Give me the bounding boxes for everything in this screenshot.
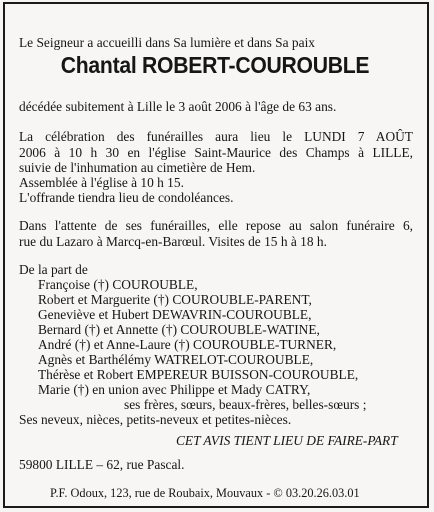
family-member: Robert et Marguerite (†) COUROUBLE-PARENT, <box>38 292 312 307</box>
nephews-line: Ses neveux, nièces, petits-neveux et petites-nièces. <box>19 412 292 427</box>
intro-line: Le Seigneur a accueilli dans Sa lumière et dans Sa paix <box>19 35 315 50</box>
family-member: Agnès et Barthélémy WATRELOT-COUROUBLE, <box>38 352 314 367</box>
family-member: Bernard (†) et Annette (†) COUROUBLE-WATINE, <box>38 322 320 337</box>
family-member: Geneviève et Hubert DEWAVRIN-COUROUBLE, <box>38 307 312 322</box>
family-member: Thérèse et Robert EMPEREUR BUISSON-COUROUBLE, <box>38 367 359 382</box>
funeral-line: La célébration des funérailles aura lieu le LUNDI 7 AOÛT <box>19 129 413 144</box>
family-member: André (†) et Anne-Laure (†) COUROUBLE-TURNER, <box>38 337 337 352</box>
siblings-line: ses frères, sœurs, beaux-frères, belles-sœurs ; <box>124 397 367 412</box>
repose-line: Dans l'attente de ses funérailles, elle repose au salon funéraire 6, <box>19 218 413 233</box>
family-intro: De la part de <box>19 262 88 277</box>
family-member: Marie (†) en union avec Philippe et Mady CATRY, <box>38 382 311 397</box>
family-member: Françoise (†) COUROUBLE, <box>38 277 198 292</box>
funeral-line: L'offrande tiendra lieu de condoléances. <box>19 190 234 205</box>
funeral-line: 2006 à 10 h 30 en l'église Saint-Maurice des Champs à LILLE, <box>19 145 413 160</box>
funeral-home-line: P.F. Odoux, 123, rue de Roubaix, Mouvaux - © 03.20.26.03.01 <box>50 486 360 500</box>
funeral-line: Assemblée à l'église à 10 h 15. <box>19 175 184 190</box>
funeral-line: suivie de l'inhumation au cimetière de Hem. <box>19 160 256 175</box>
death-line: décédée subitement à Lille le 3 août 2006 à l'âge de 63 ans. <box>19 99 337 114</box>
repose-line: rue du Lazaro à Marcq-en-Barœul. Visites de 15 h à 18 h. <box>19 234 327 249</box>
faire-part-notice: CET AVIS TIENT LIEU DE FAIRE-PART <box>176 433 398 448</box>
address-line: 59800 LILLE – 62, rue Pascal. <box>19 457 185 472</box>
deceased-name: Chantal ROBERT-COUROUBLE <box>60 52 370 78</box>
